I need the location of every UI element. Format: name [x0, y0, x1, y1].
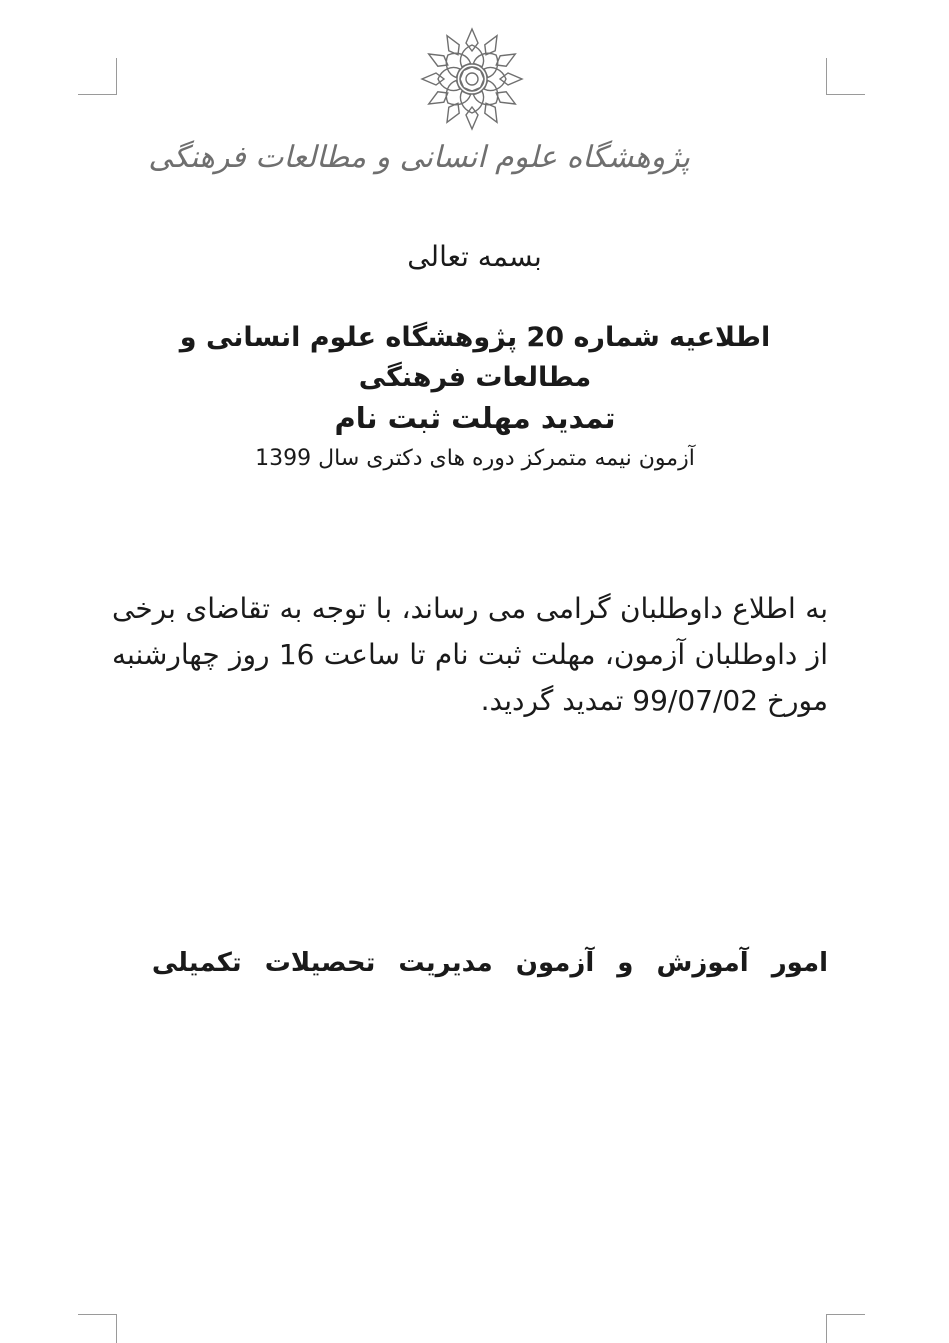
- crop-mark-bottom-right: [826, 1314, 865, 1343]
- bismillah-heading: بسمه تعالی: [407, 240, 542, 273]
- crop-mark-bottom-left: [78, 1314, 117, 1343]
- rosette-logo-icon: [417, 24, 527, 134]
- notice-body: به اطلاع داوطلبان گرامی می رساند، با توجه به تقاضای برخی از داوطلبان آزمون، مهلت ثبت نام تا ساعت 16 روز چهارشنبه مورخ 99/07/02 تمدید گردید.: [112, 592, 828, 717]
- signature-department: امور آموزش و آزمون مدیریت تحصیلات تکمیلی: [151, 948, 828, 978]
- notice-subtitle: تمدید مهلت ثبت نام: [334, 401, 616, 435]
- notice-title: اطلاعیه شماره 20 پژوهشگاه علوم انسانی و مطالعات فرهنگی: [179, 322, 771, 393]
- crop-mark-top-right: [826, 58, 865, 95]
- notice-caption: آزمون نیمه متمرکز دوره های دکتری سال 1399: [255, 446, 695, 471]
- organization-name: پژوهشگاه علوم انسانی و مطالعات فرهنگی: [148, 140, 690, 175]
- crop-mark-top-left: [78, 58, 117, 95]
